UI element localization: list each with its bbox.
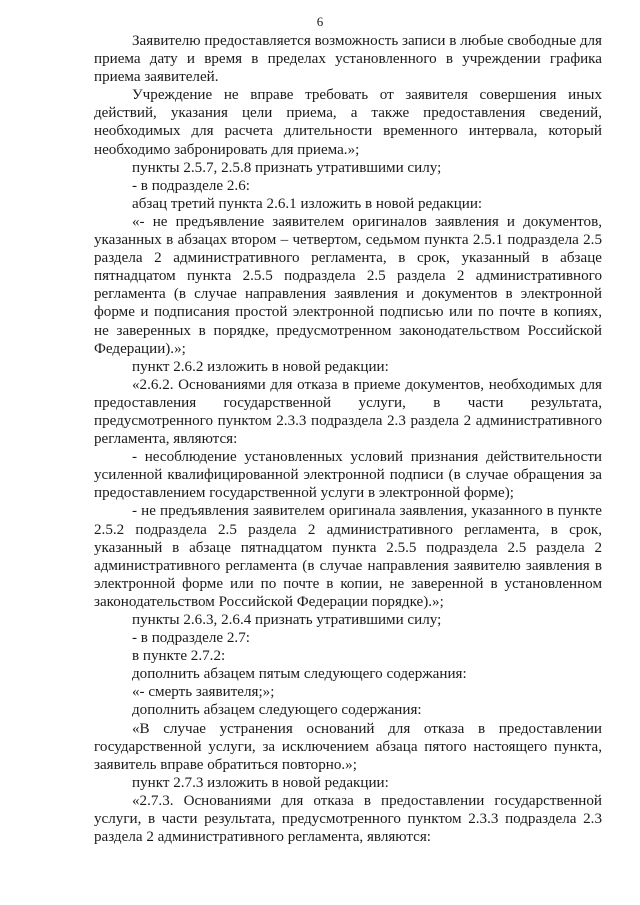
paragraph: абзац третий пункта 2.6.1 изложить в новой редакции: xyxy=(132,195,483,212)
paragraph: пункт 2.7.3 изложить в новой редакции: xyxy=(132,774,389,791)
paragraph: в пункте 2.7.2: xyxy=(132,648,226,665)
paragraph: пункты 2.6.3, 2.6.4 признать утратившими силу; xyxy=(132,612,442,628)
paragraph: - не предъявления заявителем оригинала заявления, указанного в пункте 2.5.2 подраздела 2.5 раздела 2 административного регламента, в срок, указанный в абзаце пятнадцатом пункта 2.5.5 подраздела 2.5 раздела 2 административного регламента (в случае направления заявителю заявления в электронной форме или по почте в копии, не заверенной в установленном законодательством Российской Федерации порядке).»; xyxy=(94,503,602,610)
paragraph: дополнить абзацем пятым следующего содержания: xyxy=(132,666,467,683)
paragraph: - в подразделе 2.6: xyxy=(132,177,250,194)
page-number: 6 xyxy=(316,14,324,29)
document-body xyxy=(94,32,602,846)
paragraph: «2.6.2. Основаниями для отказа в приеме документов, необходимых для предоставления государственной услуги, в части результата, предусмотренного пунктом 2.3.3 подраздела 2.3 раздела 2 административного регламента, являются: xyxy=(94,376,602,448)
paragraph: Заявителю предоставляется возможность записи в любые свободные для приема дату и время в пределах установленного в учреждении графика приема заявителей. xyxy=(94,33,602,86)
paragraph: «2.7.3. Основаниями для отказа в предоставлении государственной услуги, в части результата, предусмотренного пунктом 2.3.3 подраздела 2.3 раздела 2 административного регламента, являются: xyxy=(94,792,602,846)
paragraph: дополнить абзацем следующего содержания: xyxy=(132,702,422,719)
paragraph: пункты 2.5.7, 2.5.8 признать утратившими силу; xyxy=(132,159,442,176)
paragraph: - в подразделе 2.7: xyxy=(132,630,250,647)
paragraph: пункт 2.6.2 изложить в новой редакции: xyxy=(132,358,389,375)
paragraph: «- смерть заявителя;»; xyxy=(132,684,275,701)
paragraph: «- не предъявление заявителем оригиналов заявления и документов, указанных в абзацах втором – четвертом, седьмом пункта 2.5.1 подраздела 2.5 раздела 2 административного регламента, в срок, указанный в абзаце пятнадцатом пункта 2.5.5 подраздела 2.5 раздела 2 административного регламента (в случае направления заявления и документов в электронной форме и подписания простой электронной подписью или по почте в копиях, не заверенных в порядке, предусмотренном законодательством Российской Федерации).»; xyxy=(94,213,602,357)
paragraph: Учреждение не вправе требовать от заявителя совершения иных действий, указания цели приема, а также предоставления сведений, необходимых для расчета длительности временного интервала, который необходимо забронировать для приема.»; xyxy=(94,87,602,158)
paragraph: «В случае устранения оснований для отказа в предоставлении государственной услуги, за исключением абзаца пятого настоящего пункта, заявитель вправе обратиться повторно.»; xyxy=(94,720,602,773)
paragraph: - несоблюдение установленных условий признания действительности усиленной квалифицированной электронной подписи (в случае обращения за предоставлением государственной услуги в электронной форме); xyxy=(94,449,602,502)
